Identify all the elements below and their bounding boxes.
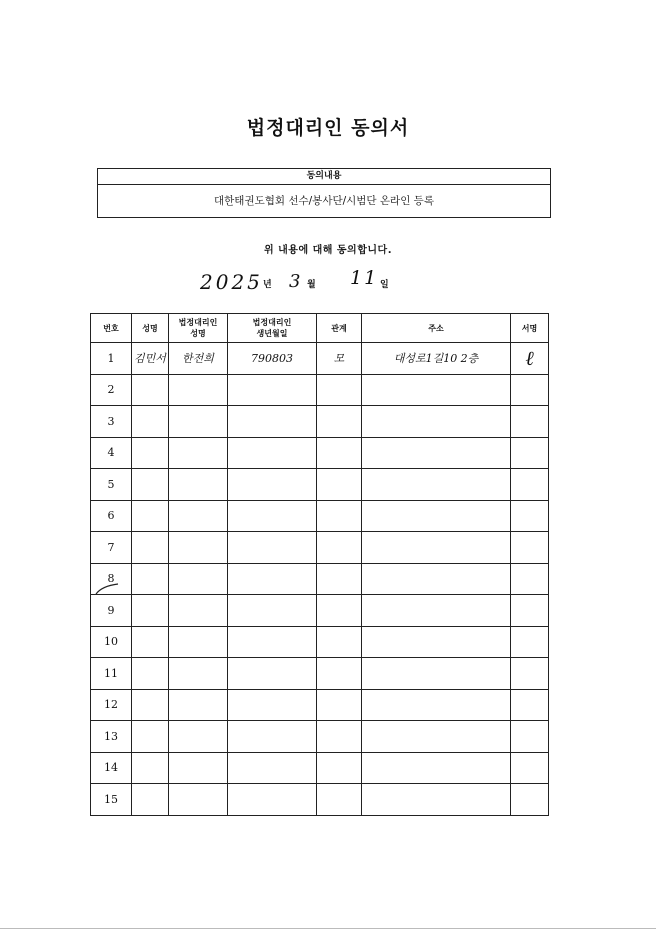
signature-cell[interactable] (511, 626, 549, 658)
table-body (91, 343, 549, 816)
header-address: 주소 (362, 314, 511, 343)
stray-pen-mark (94, 582, 120, 596)
table-row (91, 689, 549, 721)
header-guardian-name: 법정대리인 성명 (169, 314, 228, 343)
address-cell[interactable] (362, 626, 511, 658)
relation-cell[interactable] (317, 532, 362, 564)
signature-cell[interactable] (511, 563, 549, 595)
signature-cell[interactable] (511, 406, 549, 438)
guardian-birth-cell[interactable] (228, 658, 317, 690)
student-name-cell[interactable] (132, 689, 169, 721)
relation-cell[interactable] (317, 658, 362, 690)
student-name-cell[interactable] (132, 437, 169, 469)
table-row (91, 752, 549, 784)
student-name-cell[interactable] (132, 532, 169, 564)
row-number: 6 (91, 500, 132, 532)
date-month[interactable]: 3 (289, 271, 301, 292)
header-relation: 관계 (317, 314, 362, 343)
relation-cell[interactable] (317, 752, 362, 784)
signature-cell[interactable] (511, 595, 549, 627)
signature-cell[interactable] (511, 374, 549, 406)
guardian-birth-cell[interactable] (228, 626, 317, 658)
row-number: 14 (91, 752, 132, 784)
table-row (91, 469, 549, 501)
signature-cell[interactable] (511, 532, 549, 564)
guardian-name-cell[interactable] (169, 689, 228, 721)
guardian-birth-cell[interactable] (228, 595, 317, 627)
consent-header: 동의내용 (98, 169, 550, 185)
signature-cell[interactable] (511, 689, 549, 721)
header-signature: 서명 (511, 314, 549, 343)
row-number: 4 (91, 437, 132, 469)
signature-cell[interactable] (511, 658, 549, 690)
student-name-cell[interactable] (132, 595, 169, 627)
table-row (91, 721, 549, 753)
row-number: 5 (91, 469, 132, 501)
row-number: 12 (91, 689, 132, 721)
table-row (91, 532, 549, 564)
row-number: 13 (91, 721, 132, 753)
registration-table (90, 313, 549, 816)
guardian-birth-cell[interactable] (228, 437, 317, 469)
date-year[interactable]: 2025 (200, 270, 263, 294)
guardian-birth-cell[interactable] (228, 500, 317, 532)
relation-cell[interactable]: 모 (317, 343, 362, 375)
row-number: 3 (91, 406, 132, 438)
date-month-unit: 월 (307, 280, 316, 290)
consent-content: 대한태권도협회 선수/봉사단/시범단 온라인 등록 (214, 195, 434, 207)
relation-cell[interactable] (317, 784, 362, 816)
student-name-cell[interactable] (132, 406, 169, 438)
student-name-cell[interactable] (132, 752, 169, 784)
address-cell[interactable] (362, 406, 511, 438)
page-edge-line (0, 928, 656, 929)
row-number: 11 (91, 658, 132, 690)
address-cell[interactable] (362, 595, 511, 627)
guardian-name-cell[interactable] (169, 752, 228, 784)
date-day-unit: 일 (380, 280, 389, 290)
student-name-cell[interactable] (132, 721, 169, 753)
table-row (91, 595, 549, 627)
relation-cell[interactable] (317, 595, 362, 627)
guardian-name-cell[interactable] (169, 500, 228, 532)
guardian-name-cell[interactable] (169, 437, 228, 469)
student-name-cell[interactable] (132, 784, 169, 816)
address-cell[interactable] (362, 752, 511, 784)
guardian-name-cell[interactable]: 한전희 (169, 343, 228, 375)
signature-cell[interactable] (511, 500, 549, 532)
table-row (91, 658, 549, 690)
guardian-birth-cell[interactable] (228, 689, 317, 721)
address-cell[interactable] (362, 721, 511, 753)
address-cell[interactable] (362, 532, 511, 564)
row-number: 2 (91, 374, 132, 406)
guardian-name-cell[interactable] (169, 469, 228, 501)
student-name-cell[interactable] (132, 626, 169, 658)
guardian-name-cell[interactable] (169, 595, 228, 627)
relation-cell[interactable] (317, 626, 362, 658)
guardian-name-cell[interactable] (169, 563, 228, 595)
guardian-birth-cell[interactable] (228, 469, 317, 501)
relation-cell[interactable] (317, 469, 362, 501)
signature-cell[interactable]: ℓ (511, 343, 549, 375)
guardian-name-cell[interactable] (169, 784, 228, 816)
consent-content-box (97, 168, 551, 218)
student-name-cell[interactable] (132, 563, 169, 595)
table-row (91, 374, 549, 406)
relation-cell[interactable] (317, 406, 362, 438)
signature-cell[interactable] (511, 784, 549, 816)
guardian-name-cell[interactable] (169, 721, 228, 753)
address-cell[interactable] (362, 374, 511, 406)
table-row (91, 626, 549, 658)
signature-cell[interactable] (511, 721, 549, 753)
guardian-name-cell[interactable] (169, 658, 228, 690)
row-number: 15 (91, 784, 132, 816)
student-name-cell[interactable] (132, 500, 169, 532)
table-row (91, 343, 549, 375)
date-year-unit: 년 (263, 280, 272, 290)
row-number: 7 (91, 532, 132, 564)
table-row (91, 500, 549, 532)
relation-cell[interactable] (317, 500, 362, 532)
row-number: 1 (91, 343, 132, 375)
header-guardian-birth: 법정대리인 생년월일 (228, 314, 317, 343)
address-cell[interactable] (362, 469, 511, 501)
header-name: 성명 (132, 314, 169, 343)
table-row (91, 406, 549, 438)
signature-cell[interactable] (511, 437, 549, 469)
guardian-birth-cell[interactable]: 790803 (228, 343, 317, 375)
address-cell[interactable] (362, 658, 511, 690)
date-day[interactable]: 11 (350, 267, 379, 289)
guardian-birth-cell[interactable] (228, 532, 317, 564)
relation-cell[interactable] (317, 374, 362, 406)
student-name-cell[interactable] (132, 469, 169, 501)
signature-cell[interactable] (511, 469, 549, 501)
table-row (91, 784, 549, 816)
guardian-birth-cell[interactable] (228, 374, 317, 406)
document-title: 법정대리인 동의서 (246, 117, 410, 139)
relation-cell[interactable] (317, 689, 362, 721)
student-name-cell[interactable] (132, 374, 169, 406)
row-number: 10 (91, 626, 132, 658)
address-cell[interactable]: 대성로1길10 2층 (362, 343, 511, 375)
guardian-birth-cell[interactable] (228, 721, 317, 753)
signature-cell[interactable] (511, 752, 549, 784)
address-cell[interactable] (362, 437, 511, 469)
student-name-cell[interactable]: 김민서 (132, 343, 169, 375)
relation-cell[interactable] (317, 563, 362, 595)
guardian-name-cell[interactable] (169, 626, 228, 658)
table-row (91, 437, 549, 469)
address-cell[interactable] (362, 500, 511, 532)
address-cell[interactable] (362, 689, 511, 721)
guardian-birth-cell[interactable] (228, 784, 317, 816)
guardian-name-cell[interactable] (169, 406, 228, 438)
row-number: 8 (91, 563, 132, 595)
guardian-birth-cell[interactable] (228, 563, 317, 595)
guardian-name-cell[interactable] (169, 532, 228, 564)
relation-cell[interactable] (317, 437, 362, 469)
address-cell[interactable] (362, 563, 511, 595)
guardian-birth-cell[interactable] (228, 752, 317, 784)
table-header-row (91, 314, 549, 343)
agree-statement: 위 내용에 대해 동의합니다. (263, 245, 392, 256)
relation-cell[interactable] (317, 721, 362, 753)
guardian-name-cell[interactable] (169, 374, 228, 406)
header-number: 번호 (91, 314, 132, 343)
row-number: 9 (91, 595, 132, 627)
table-row (91, 563, 549, 595)
guardian-birth-cell[interactable] (228, 406, 317, 438)
student-name-cell[interactable] (132, 658, 169, 690)
address-cell[interactable] (362, 784, 511, 816)
